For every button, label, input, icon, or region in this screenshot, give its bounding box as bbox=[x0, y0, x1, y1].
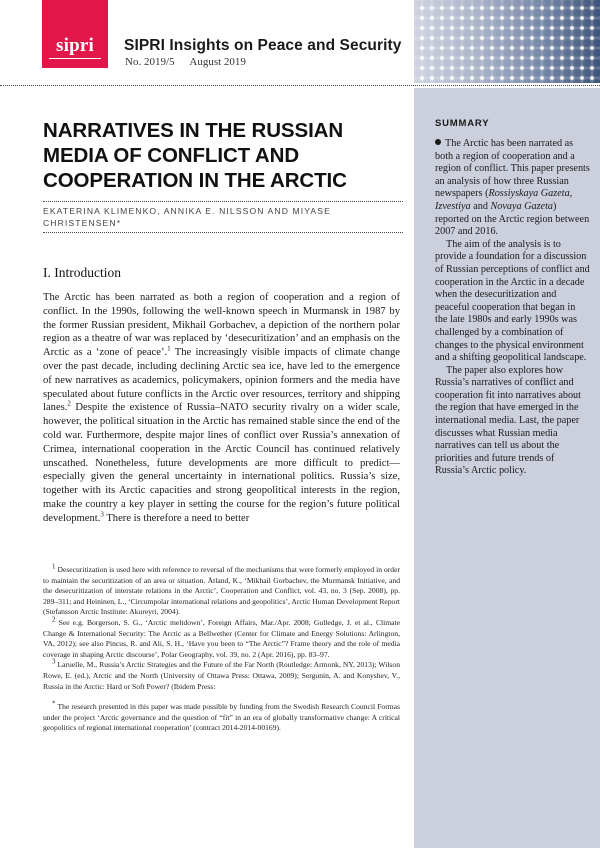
summary-heading: SUMMARY bbox=[435, 118, 490, 129]
issue-number: No. 2019/5 bbox=[125, 56, 175, 68]
footnotes bbox=[43, 562, 400, 734]
footnote-ref-2[interactable]: 2 bbox=[67, 399, 71, 408]
footnote-3: $^3$ Laruelle, M., Russia’s Arctic Strategies and the Future of the Far North (Routledge: Armonk, NY, 2013); Wilson Rowe, E. (ed.), Arctic and the North (University of Ottawa Press: Ottawa, 2009); Sergunin, A. and Konyshev, V., Russia in the Arctic: Hard or Soft Power? (Ibidem Press: bbox=[43, 657, 400, 691]
section-heading: I. Introduction bbox=[43, 265, 121, 280]
bullet-icon bbox=[435, 139, 441, 145]
authors-divider-top bbox=[43, 201, 403, 202]
page-title: NARRATIVES IN THE RUSSIAN MEDIA OF CONFLICT AND COOPERATION IN THE ARCTIC bbox=[43, 119, 347, 192]
footnote-gap bbox=[43, 692, 400, 702]
summary-body bbox=[435, 138, 590, 478]
authors: EKATERINA KLIMENKO, ANNIKA E. NILSSON AND MIYASE CHRISTENSEN* bbox=[43, 206, 331, 228]
summary-paragraph-3: The paper also explores how Russia’s narratives of conflict and cooperation fit into narratives about the region that have emerged in the international media. Last, the paper discusses what Russian media narratives can tell us about the priorities and future trends of Russia’s Arctic policy. bbox=[435, 364, 581, 477]
summary-paragraph-1: The Arctic has been narrated as both a region of cooperation and a region of conflict. This paper presents an analysis of how three Russian newspapers (Rossiyskaya Gazeta, Izvestiya and Novaya Gazeta) reported on the Arctic region between 2007 and 2016. bbox=[435, 138, 590, 238]
logo-text: sipri bbox=[56, 35, 94, 56]
summary-paragraph-2: The aim of the analysis is to provide a foundation for a discussion of Russian perceptions of conflict and cooperation in the Arctic in a decade when the desecuritization and peaceful cooperation that began in the late 1980s and early 1990s was challenged by a combination of changes to the physical environment and a shifting geopolitical landscape. bbox=[435, 238, 590, 364]
footnote-ref-1[interactable]: 1 bbox=[167, 344, 171, 353]
header-divider bbox=[0, 85, 600, 86]
issue-date: August 2019 bbox=[189, 56, 246, 68]
header-dot-graphic bbox=[414, 0, 600, 83]
issue-line bbox=[125, 56, 246, 68]
authors-divider-bottom bbox=[43, 232, 403, 233]
intro-paragraph: The Arctic has been narrated as both a region of cooperation and a region of conflict. In the 1990s, following the well-known speech in Murmansk in 1987 by the former Russian president, Mikhail Gorbachev, a depiction of the northern polar region as a theatre of war was replaced by ‘desecuritization’ and an emphasis on the Arctic as a ‘zone of peace’.$^1$ The increasingly visible impacts of climate change over the past decade, including declining Arctic sea ice, have led to the emergence of new narratives as academics, policymakers, opinion formers and the media have speculated about future conflicts in the Arctic over resources, territory and shipping lanes.$^2$ Despite the existence of Russia–NATO security rivalry on a wider scale, however, the political situation in the Arctic has remained stable since the end of the cold war. Furthermore, despite major lines of conflict over Russia’s annexation of Crimea, international cooperation in the Arctic Council has continued relatively unscathed. Nonetheless, future developments are more difficult to predict—especially given the general uncertainty in international politics. Russia’s size, together with its Arctic capacities and strong geopolitical interests in the region, make the country a key player in setting the course for the region’s future political development.$^3$ There is therefore a need to better bbox=[43, 292, 401, 524]
sipri-logo bbox=[42, 0, 108, 68]
footnote-funding: * The research presented in this paper was made possible by funding from the Swedish Research Council Formas under the project ‘Arctic governance and the question of “fit” in an era of globally transformative change: A critical geopolitics of regional international cooperation’ (contract 2014-2014-00169). bbox=[43, 699, 400, 733]
footnote-1: $^1$ Desecuritization is used here with reference to reversal of the mechanisms that were formerly employed in order to maintain the securitization of an area or situation. Åtland, K., ‘Mikhail Gorbachev, the Murmansk Initiative, and the desecuritization of interstate relations in the Arctic’, Cooperation and Conflict, vol. 43, no. 3 (Sep. 2008), pp. 289–311; and Heininen, L., ‘Circumpolar international relations and geopolitics’, Arctic Human Development Report (Stefansson Arctic Institute: Akureyri, 2004). bbox=[43, 562, 400, 617]
logo-underline bbox=[49, 58, 101, 59]
footnote-2: $^2$ See e.g. Borgerson, S. G., ‘Arctic meltdown’, Foreign Affairs, Mar./Apr. 2008; Gulledge, J. et al., Climate Change & International Security: The Arctic as a Bellwether (Center for Climate and Energy Solutions: Arlington, VA, 2012); see also Pincus, R. and Ali, S. H., ‘Have you been to “The Arctic”? Frame theory and the role of media coverage in shaping Arctic discourse’, Polar Geography, vol. 39, no. 2 (Apr. 2016), pp. 83–97. bbox=[43, 615, 400, 659]
series-title: SIPRI Insights on Peace and Security bbox=[124, 37, 402, 54]
footnote-ref-3[interactable]: 3 bbox=[100, 510, 104, 519]
